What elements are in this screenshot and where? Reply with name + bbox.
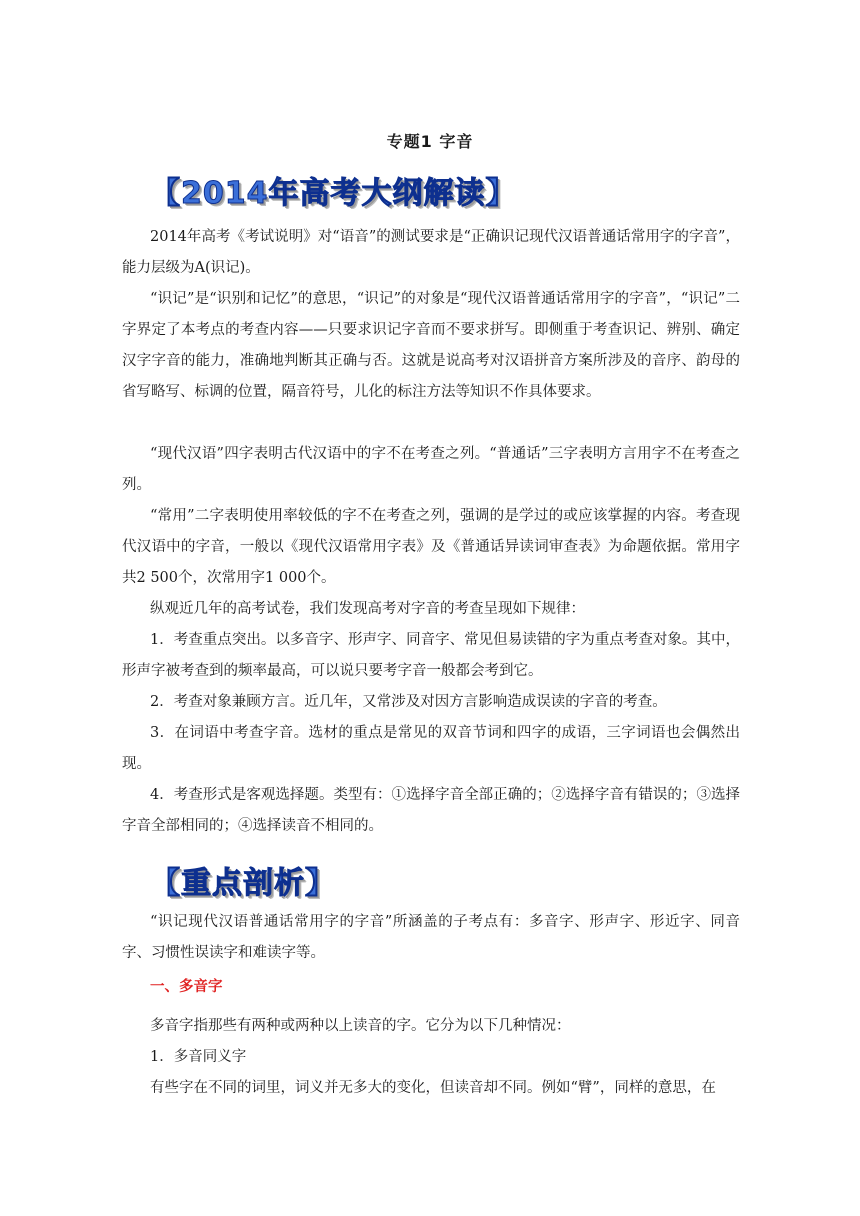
paragraph: 纵观近几年的高考试卷，我们发现高考对字音的考查呈现如下规律： xyxy=(150,601,585,617)
paragraph: “现代汉语”四字表明古代汉语中的字不在考查之列。“普通话”三字表明方言用字不在考查之列。 xyxy=(122,446,740,493)
paragraph: 1．考查重点突出。以多音字、形声字、同音字、常见但易读错的字为重点考查对象。其中，形声字被考查到的频率最高，可以说只要考字音一般都会考到它。 xyxy=(122,632,740,679)
section-banner-outline: 【2014年高考大纲解读】 xyxy=(150,176,517,211)
paragraph: 2．考查对象兼顾方言。近几年，又常涉及对因方言影响造成误读的字音的考查。 xyxy=(150,694,667,710)
paragraph: 有些字在不同的词里，词义并无多大的变化，但读音却不同。例如“臂”，同样的意思，在 xyxy=(150,1080,716,1096)
paragraph: “常用”二字表明使用率较低的字不在考查之列，强调的是学过的或应该掌握的内容。考查现代汉语中的字音，一般以《现代汉语常用字表》及《普通话异读词审查表》为命题依据。常用字共2 500个，次常用字1 000个。 xyxy=(122,508,740,586)
paragraph: 3．在词语中考查字音。选材的重点是常见的双音节词和四字的成语，三字词语也会偶然出现。 xyxy=(122,725,740,772)
paragraph: 2014年高考《考试说明》对“语音”的测试要求是“正确识记现代汉语普通话常用字的字音”，能力层级为A(识记)。 xyxy=(122,229,740,276)
paragraph: 4．考查形式是客观选择题。类型有：①选择字音全部正确的；②选择字音有错误的；③选择字音全部相同的；④选择读音不相同的。 xyxy=(122,787,740,834)
paragraph: “识记现代汉语普通话常用字的字音”所涵盖的子考点有：多音字、形声字、形近字、同音字、习惯性误读字和难读字等。 xyxy=(122,914,740,961)
paragraph: 1．多音同义字 xyxy=(150,1049,247,1065)
section-banner-analysis: 【重点剖析】 xyxy=(150,866,336,901)
page-title: 专题1 字音 xyxy=(386,132,474,151)
paragraph: 多音字指那些有两种或两种以上读音的字。它分为以下几种情况： xyxy=(150,1018,571,1034)
section-heading: 一、多音字 xyxy=(150,979,223,995)
paragraph: “识记”是“识别和记忆”的意思，“识记”的对象是“现代汉语普通话常用字的字音”，“识记”二字界定了本考点的考查内容——只要求识记字音而不要求拼写。即侧重于考查识记、辨别、确定汉字字音的能力，准确地判断其正确与否。这就是说高考对汉语拼音方案所涉及的音序、韵母的省写略写、标调的位置，隔音符号，儿化的标注方法等知识不作具体要求。 xyxy=(122,291,740,400)
